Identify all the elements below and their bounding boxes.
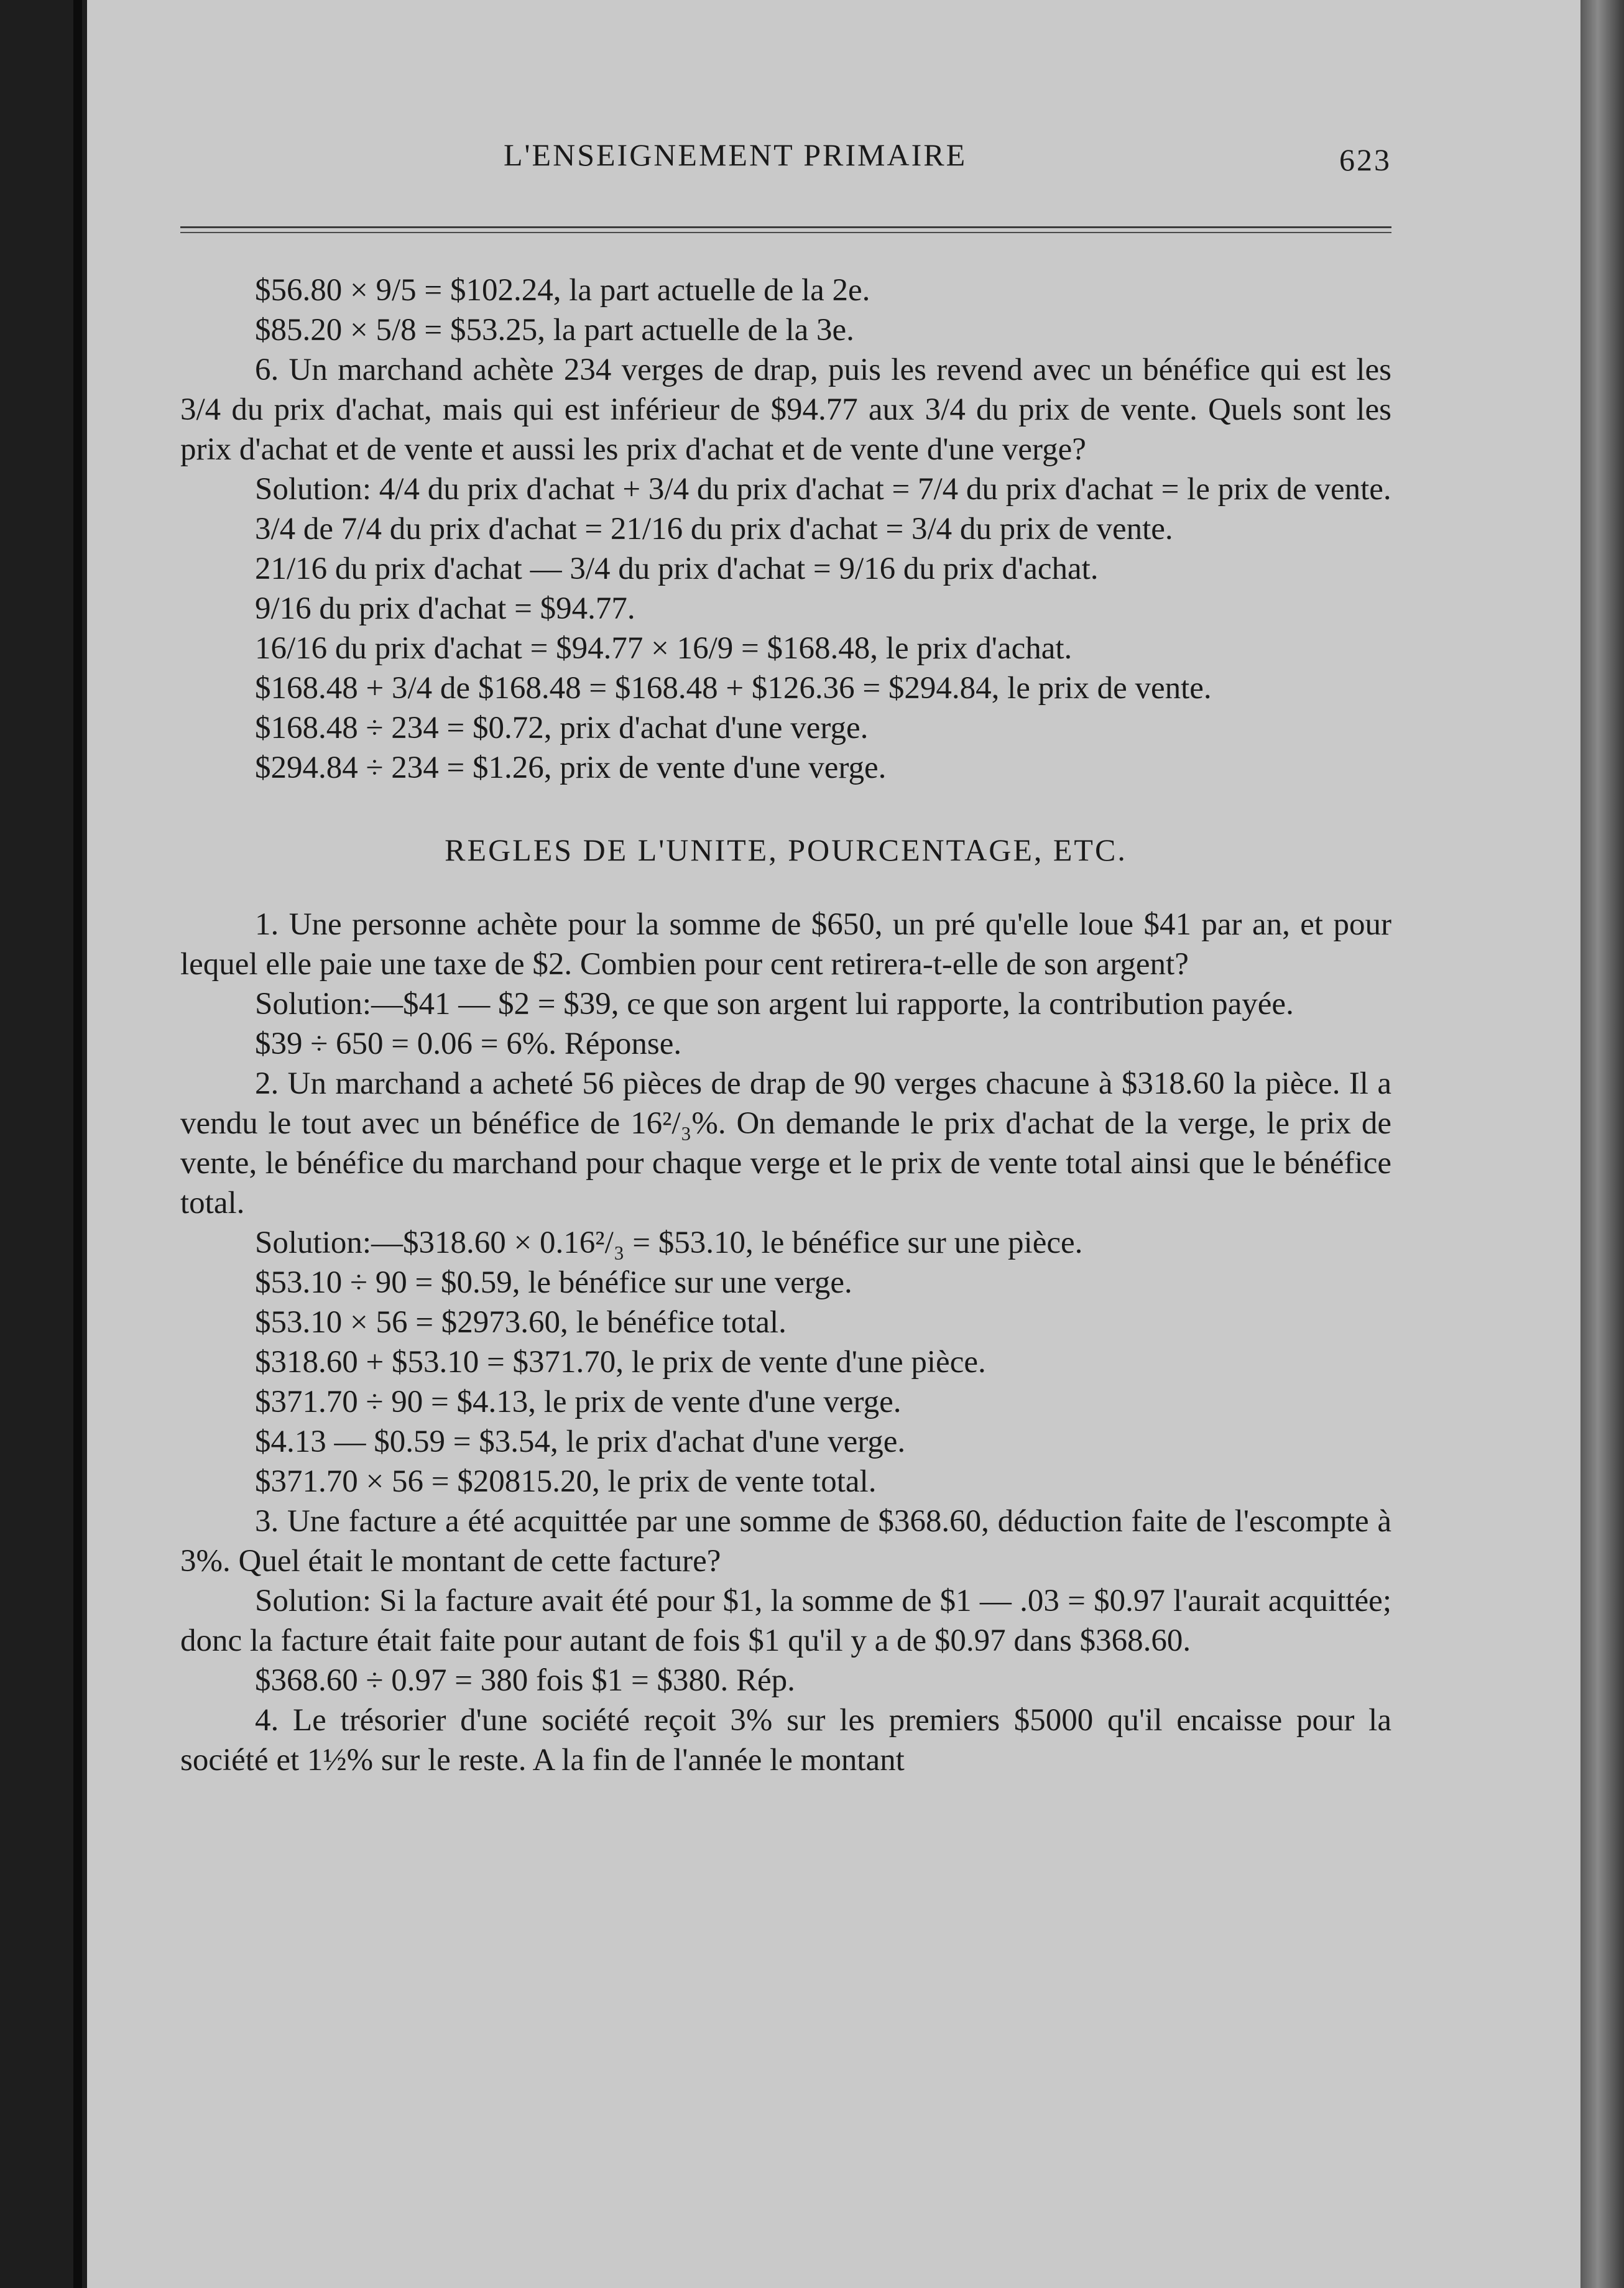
problem-1: 1. Une personne achète pour la somme de $650, un pré qu'elle loue $41 par an, et pour lequel elle paie une taxe de $2. Combien pour cent retirera-t-elle de son argent? xyxy=(180,907,1391,982)
equation-line: $371.70 × 56 = $20815.20, le prix de vente total. xyxy=(255,1464,877,1499)
equation-line: 21/16 du prix d'achat — 3/4 du prix d'achat = 9/16 du prix d'achat. xyxy=(255,551,1099,586)
equation-line: $168.48 ÷ 234 = $0.72, prix d'achat d'une verge. xyxy=(255,711,869,745)
header-rule-thin xyxy=(180,232,1391,233)
solution-3: Solution: Si la facture avait été pour $1, la somme de $1 — .03 = $0.97 l'aurait acquittée; donc la facture était faite pour autant de fois $1 qu'il y a de $0.97 dans $368.60. xyxy=(180,1584,1391,1658)
equation-line: $294.84 ÷ 234 = $1.26, prix de vente d'une verge. xyxy=(255,750,887,785)
equation-line: $39 ÷ 650 = 0.06 = 6%. Réponse. xyxy=(255,1026,682,1061)
solution-1: Solution:—$41 — $2 = $39, ce que son argent lui rapporte, la contribution payée. xyxy=(255,987,1294,1022)
body-text xyxy=(180,270,1391,1780)
section-title: REGLES DE L'UNITE, POURCENTAGE, ETC. xyxy=(445,833,1127,867)
equation-line: $168.48 + 3/4 de $168.48 = $168.48 + $126.36 = $294.84, le prix de vente. xyxy=(255,671,1212,706)
page-header xyxy=(180,137,1391,187)
equation-line: 3/4 de 7/4 du prix d'achat = 21/16 du prix d'achat = 3/4 du prix de vente. xyxy=(255,512,1173,547)
page-content xyxy=(180,137,1391,1780)
equation-line: $53.10 × 56 = $2973.60, le bénéfice total. xyxy=(255,1305,787,1340)
running-title: L'ENSEIGNEMENT PRIMAIRE xyxy=(504,137,967,172)
problem-2: 2. Un marchand a acheté 56 pièces de drap de 90 verges chacune à $318.60 la pièce. Il a vendu le tout avec un bénéfice de 16²/₃%. On demande le prix d'achat de la verge, le prix de vente, le bénéfice du marchand pour chaque verge et le prix de vente total ainsi que le bénéfice total. xyxy=(180,1066,1391,1220)
equation-line: $368.60 ÷ 0.97 = 380 fois $1 = $380. Rép. xyxy=(255,1663,795,1698)
problem-6: 6. Un marchand achète 234 verges de drap, puis les revend avec un bénéfice qui est les 3/4 du prix d'achat, mais qui est inférieur de $94.77 aux 3/4 du prix de vente. Quels sont les prix d'achat et de vente et aussi les prix d'achat et de vente d'une verge? xyxy=(180,353,1391,467)
scan-right-edge xyxy=(1580,0,1624,2288)
problem-3: 3. Une facture a été acquittée par une somme de $368.60, déduction faite de l'escompte à 3%. Quel était le montant de cette facture? xyxy=(180,1504,1391,1579)
problem-4: 4. Le trésorier d'une société reçoit 3% sur les premiers $5000 qu'il encaisse pour la société et 1½% sur le reste. A la fin de l'année le montant xyxy=(180,1703,1391,1778)
solution-6: Solution: 4/4 du prix d'achat + 3/4 du prix d'achat = 7/4 du prix d'achat = le prix de vente. xyxy=(255,472,1391,507)
header-rule xyxy=(180,226,1391,228)
equation-line: $56.80 × 9/5 = $102.24, la part actuelle de la 2e. xyxy=(255,273,870,308)
equation-line: $53.10 ÷ 90 = $0.59, le bénéfice sur une verge. xyxy=(255,1265,852,1300)
equation-line: 9/16 du prix d'achat = $94.77. xyxy=(255,591,635,626)
equation-line: $371.70 ÷ 90 = $4.13, le prix de vente d'une verge. xyxy=(255,1385,902,1419)
equation-line: 16/16 du prix d'achat = $94.77 × 16/9 = $168.48, le prix d'achat. xyxy=(255,631,1073,666)
page-number: 623 xyxy=(1339,142,1391,177)
equation-line: $318.60 + $53.10 = $371.70, le prix de vente d'une pièce. xyxy=(255,1345,986,1380)
binding-line xyxy=(73,0,82,2288)
book-page xyxy=(87,0,1580,2288)
solution-2: Solution:—$318.60 × 0.16²/₃ = $53.10, le bénéfice sur une pièce. xyxy=(255,1225,1083,1260)
equation-line: $85.20 × 5/8 = $53.25, la part actuelle de la 3e. xyxy=(255,313,854,348)
equation-line: $4.13 — $0.59 = $3.54, le prix d'achat d'une verge. xyxy=(255,1424,906,1459)
